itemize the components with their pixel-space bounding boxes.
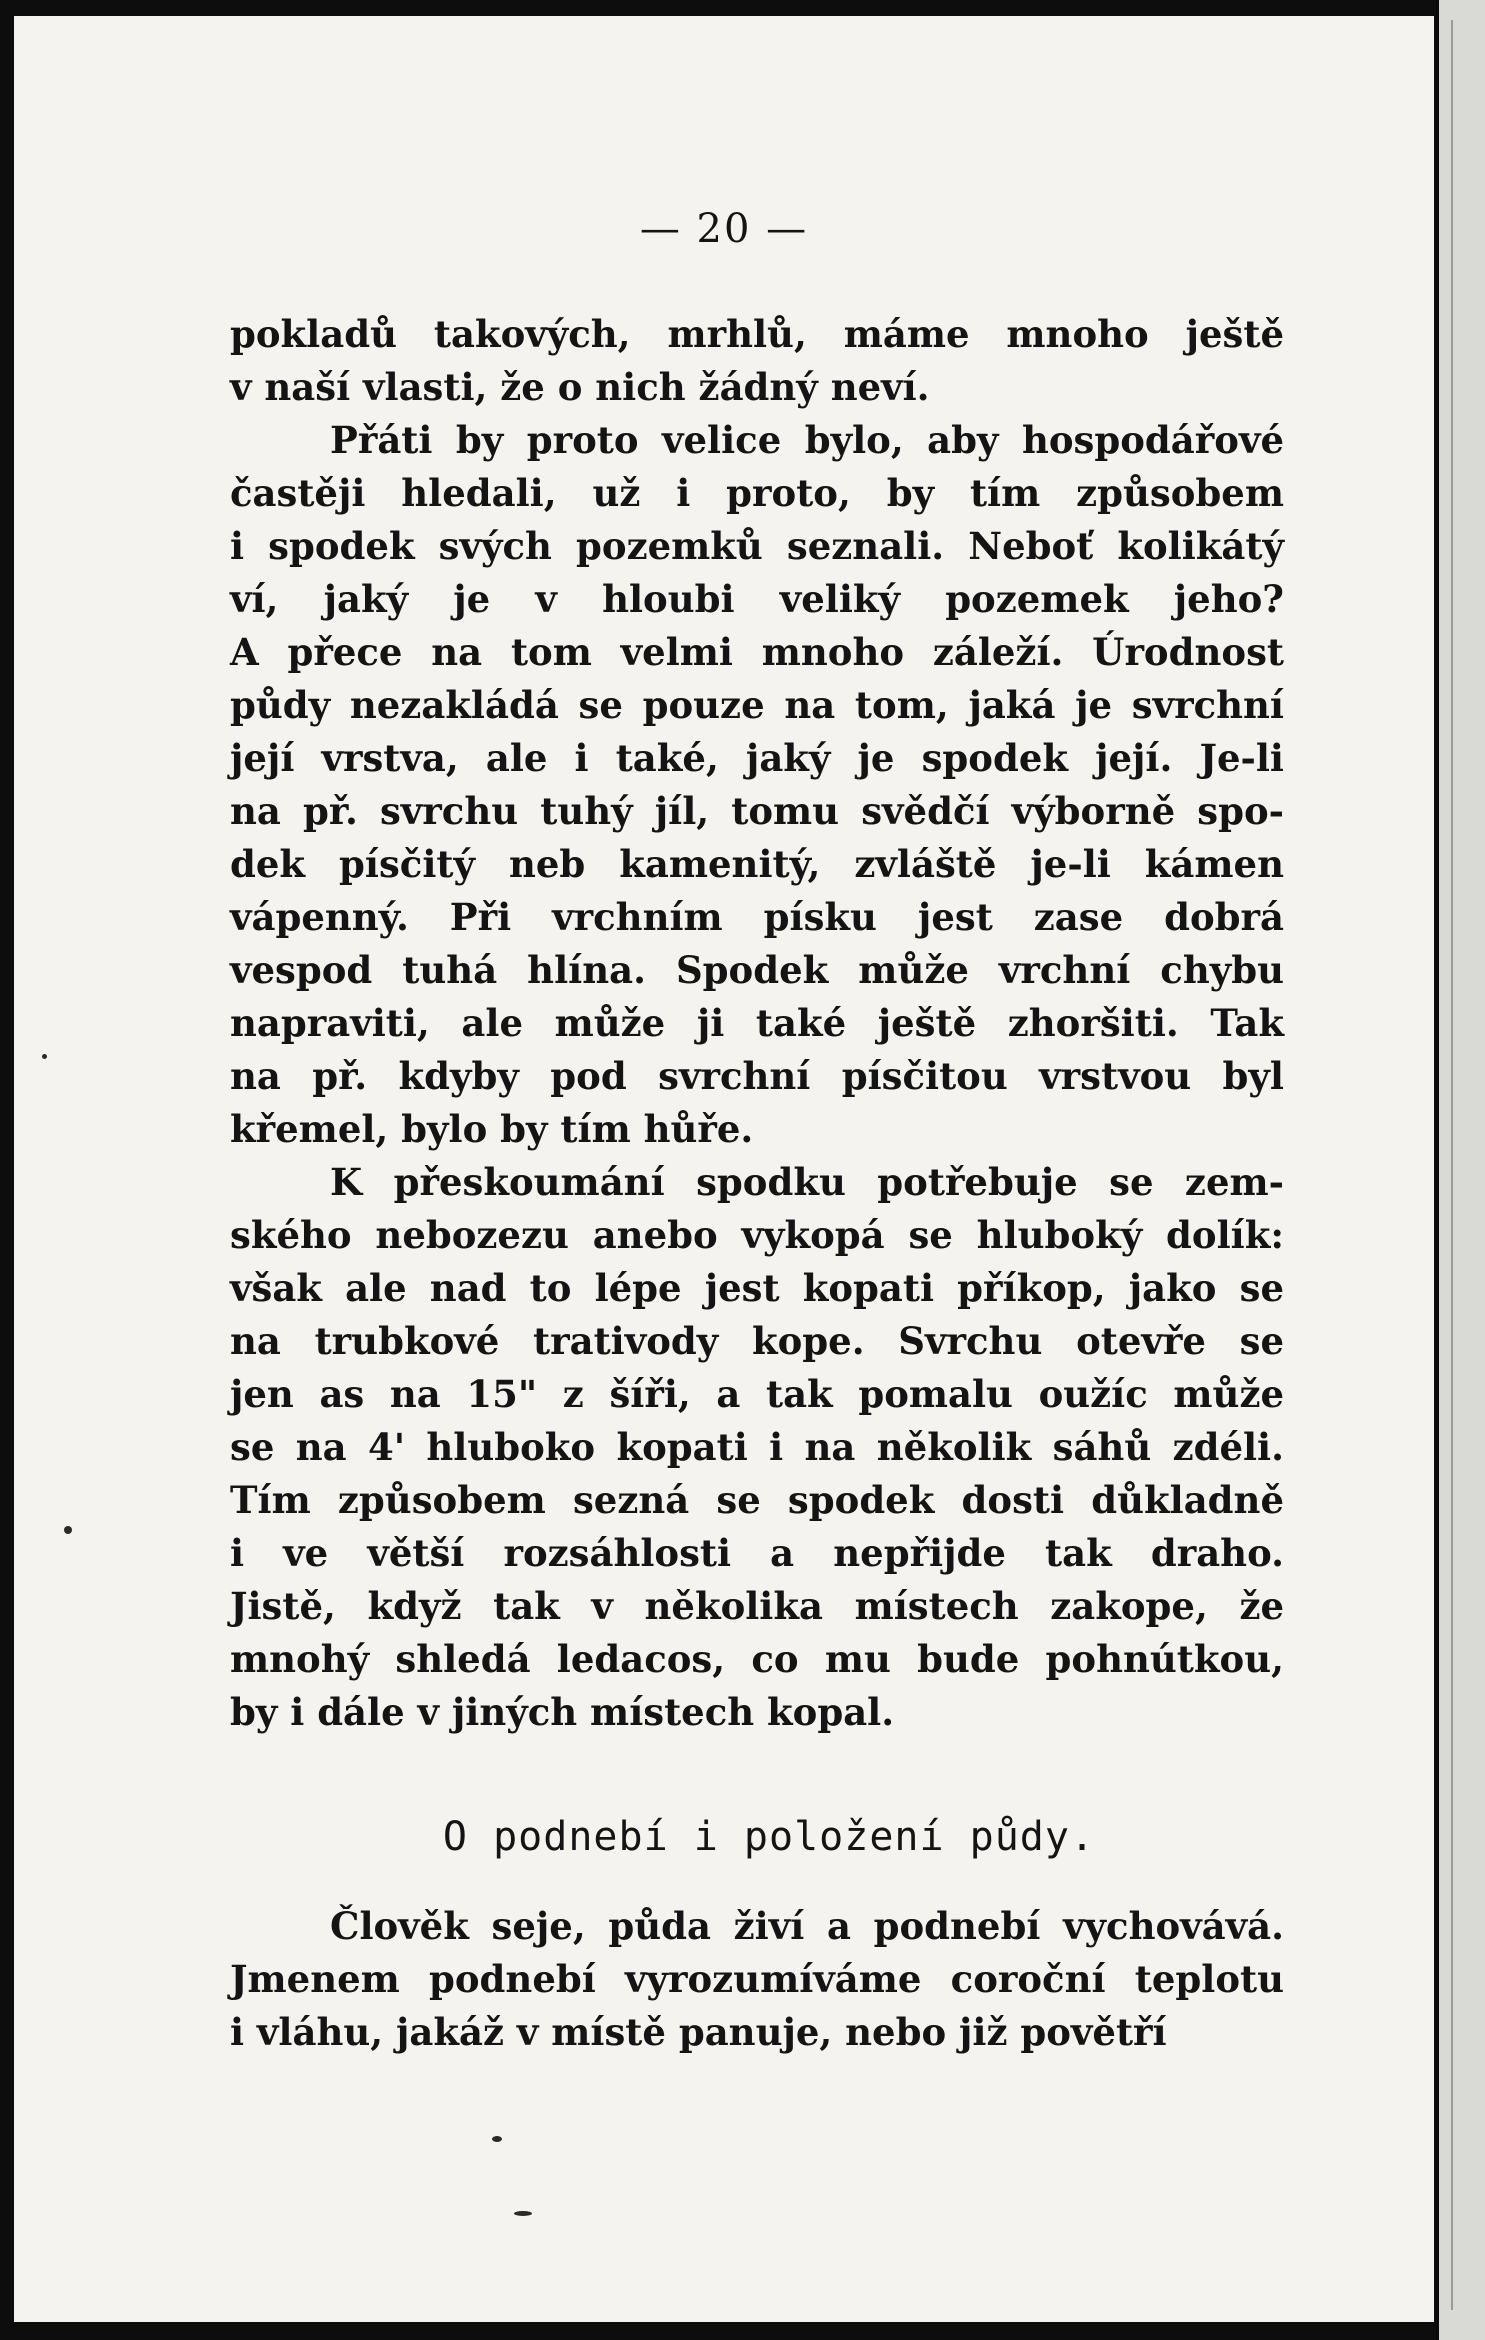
section-text <box>230 1900 1284 2059</box>
text-line: A přece na tom velmi mnoho záleží. Úrodnost <box>230 630 1284 674</box>
page-number: — 20 — <box>639 206 809 252</box>
gutter-edge <box>1451 20 1453 2310</box>
text-line: na př. kdyby pod svrchní písčitou vrstvou byl <box>230 1054 1284 1098</box>
text-line: ví, jaký je v hloubi veliký pozemek jeho? <box>230 577 1284 621</box>
text-line: napraviti, ale může ji také ještě zhoršiti. Tak <box>230 1001 1284 1045</box>
text-line: její vrstva, ale i také, jaký je spodek její. Je-li <box>230 736 1284 780</box>
text-line: i vláhu, jakáž v místě panuje, nebo již povětří <box>230 2010 1167 2054</box>
text-line: i ve větší rozsáhlosti a nepřijde tak draho. <box>230 1531 1284 1575</box>
ink-speck <box>514 2211 532 2216</box>
text-line: Tím způsobem sezná se spodek dosti důkladně <box>230 1478 1284 1522</box>
text-line: však ale nad to lépe jest kopati příkop, jako se <box>230 1266 1284 1310</box>
text-line: Jmenem podnebí vyrozumíváme coroční teplotu <box>230 1957 1284 2001</box>
text-line: křemel, bylo by tím hůře. <box>230 1107 754 1151</box>
text-line: častěji hledali, už i proto, by tím způsobem <box>230 471 1284 515</box>
text-line: Jistě, když tak v několika místech zakope, že <box>230 1584 1284 1628</box>
text-line: i spodek svých pozemků seznali. Neboť kolikátý <box>230 524 1284 568</box>
text-line: vespod tuhá hlína. Spodek může vrchní chybu <box>230 948 1284 992</box>
text-line: ského nebozezu anebo vykopá se hluboký dolík: <box>230 1213 1284 1257</box>
ink-speck <box>64 1526 72 1534</box>
text-line: půdy nezakládá se pouze na tom, jaká je svrchní <box>230 683 1284 727</box>
page-gutter <box>1436 0 1485 2340</box>
text-line: v naší vlasti, že o nich žádný neví. <box>230 365 930 409</box>
text-line: na trubkové trativody kope. Svrchu otevře se <box>230 1319 1284 1363</box>
section-heading: O podnebí i položení půdy. <box>442 1814 1096 1860</box>
text-line: jen as na 15" z šíři, a tak pomalu oužíc může <box>230 1372 1284 1416</box>
book-page <box>14 16 1434 2322</box>
text-line: se na 4' hluboko kopati i na několik sáhů zdéli. <box>230 1425 1284 1469</box>
text-line: Přáti by proto velice bylo, aby hospodářové <box>330 418 1284 462</box>
main-text <box>230 308 1284 1739</box>
text-line: dek písčitý neb kamenitý, zvláště je-li kámen <box>230 842 1284 886</box>
text-line: Člověk seje, půda živí a podnebí vychovává. <box>330 1904 1284 1948</box>
text-line: mnohý shledá ledacos, co mu bude pohnútkou, <box>230 1637 1284 1681</box>
ink-speck <box>42 1054 47 1059</box>
text-line: na př. svrchu tuhý jíl, tomu svědčí výborně spo- <box>230 789 1284 833</box>
text-line: by i dále v jiných místech kopal. <box>230 1690 895 1734</box>
text-line: pokladů takových, mrhlů, máme mnoho ještě <box>230 312 1284 356</box>
ink-speck <box>492 2136 502 2142</box>
text-line: K přeskoumání spodku potřebuje se zem- <box>330 1160 1284 1204</box>
text-line: vápenný. Při vrchním písku jest zase dobrá <box>230 895 1284 939</box>
